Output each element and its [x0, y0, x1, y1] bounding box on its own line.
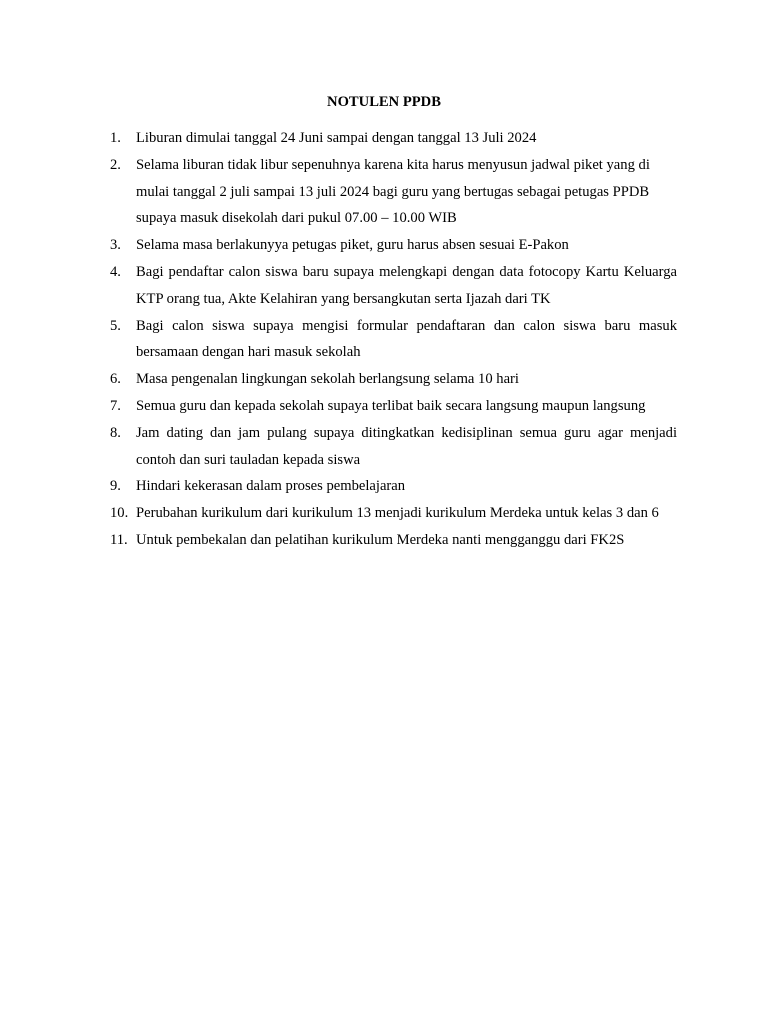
list-item-text: Masa pengenalan lingkungan sekolah berlangsung selama 10 hari — [136, 371, 519, 388]
list-item-text: Liburan dimulai tanggal 24 Juni sampai dengan tanggal 13 Juli 2024 — [136, 130, 537, 146]
list-item — [110, 500, 677, 527]
list-item-text: Bagi pendaftar calon siswa baru supaya melengkapi dengan data fotocopy Kartu Keluarga KTP orang tua, Akte Kelahiran yang bersangkutan serta Ijazah dari TK — [136, 263, 677, 307]
list-item-text: Selama masa berlakunyya petugas piket, guru harus absen sesuai E-Pakon — [136, 237, 569, 254]
list-item — [110, 527, 677, 554]
list-item-number: 6. — [110, 371, 121, 388]
list-item — [110, 473, 677, 500]
list-item — [110, 232, 677, 259]
list-item-text: Perubahan kurikulum dari kurikulum 13 menjadi kurikulum Merdeka untuk kelas 3 dan 6 — [136, 505, 659, 522]
list-item-text: Semua guru dan kepada sekolah supaya terlibat baik secara langsung maupun langsung — [136, 397, 646, 414]
list-item-text: Untuk pembekalan dan pelatihan kurikulum Merdeka nanti mengganggu dari FK2S — [136, 531, 625, 548]
list-item — [110, 313, 677, 367]
document-title: NOTULEN PPDB — [327, 94, 441, 110]
list-item-number: 11. — [110, 531, 128, 548]
list-item-number: 10. — [110, 505, 129, 522]
list-item-text: Hindari kekerasan dalam proses pembelajaran — [136, 478, 406, 495]
list-item — [110, 152, 677, 232]
list-item — [110, 393, 677, 420]
list-item-number: 5. — [110, 317, 121, 334]
list-item — [110, 125, 677, 152]
list-item-number: 3. — [110, 237, 121, 254]
list-item-text: Selama liburan tidak libur sepenuhnya karena kita harus menyusun jadwal piket yang di mulai tanggal 2 juli sampai 13 juli 2024 bagi guru yang bertugas sebagai petugas PPDB supaya masuk disekolah dari pukul 07.00 – 10.00 WIB — [136, 156, 650, 227]
list-item-text: Jam dating dan jam pulang supaya ditingkatkan kedisiplinan semua guru agar menjadi contoh dan suri tauladan kepada siswa — [136, 424, 677, 468]
list-item-number: 9. — [110, 478, 121, 495]
list-item — [110, 420, 677, 474]
list-item-number: 7. — [110, 397, 121, 414]
notes-list — [110, 125, 677, 554]
list-item-number: 4. — [110, 263, 121, 280]
list-item — [110, 366, 677, 393]
list-item-number: 8. — [110, 424, 121, 441]
list-item-text: Bagi calon siswa supaya mengisi formular pendaftaran dan calon siswa baru masuk bersamaan dengan hari masuk sekolah — [136, 317, 677, 361]
list-item — [110, 259, 677, 313]
list-item-number: 1. — [110, 130, 121, 146]
list-item-number: 2. — [110, 156, 121, 173]
